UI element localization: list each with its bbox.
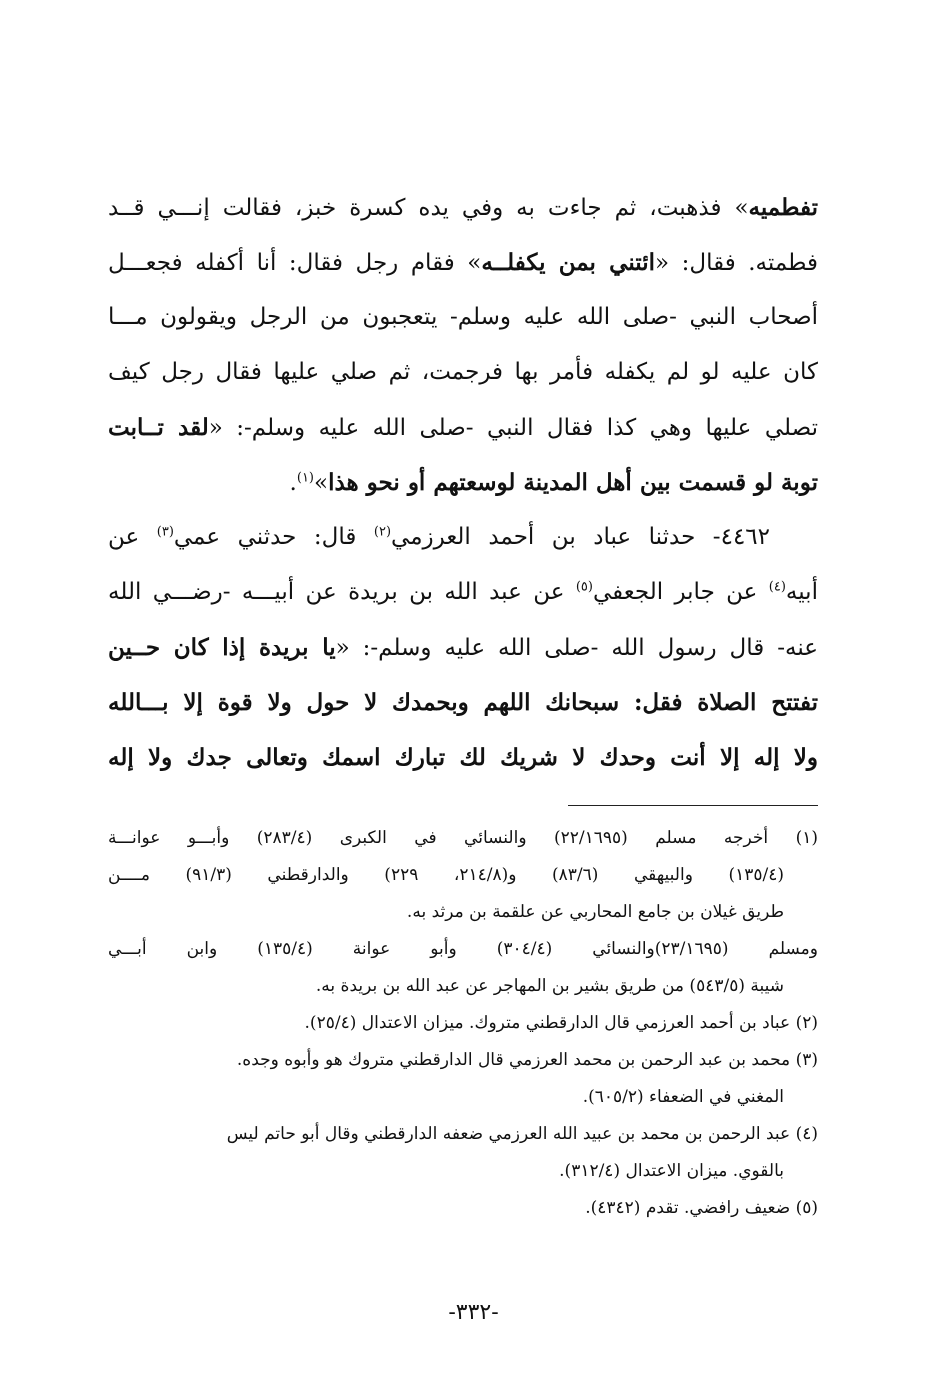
footnote-ref: (٢) [373,524,392,540]
footnote-ref: (٣) [156,524,174,540]
footnote-marker: (٥) [795,1198,818,1218]
footnote-marker: (٣) [795,1050,818,1070]
footnote-line: (٣) محمد بن عبد الرحمن بن محمد العرزمي قال الدارقطني متروك هو وأبوه وجده. [236,1050,818,1070]
footnote-marker: (٢) [795,1013,818,1033]
footnote-line: (١) أخرجه مسلم (٢٢/١٦٩٥) والنسائي في الكبرى (٢٨٣/٤) وأبـــو عوانـــة [108,828,818,848]
text-line: أصحاب النبي -صلى الله عليه وسلم- يتعجبون من الرجل ويقولون مـــا [108,304,818,330]
footnote-divider [568,805,818,806]
footnote-line: (١٣٥/٤) والبيهقي (٨٣/٦) و(٢١٤/٨، ٢٢٩) والدارقطني (٩١/٣) مــــن [108,865,784,885]
footnote-marker: (٤) [795,1124,818,1144]
hadith-line: أبيه$^{(٤)}$ عن جابر الجعفي$^{(٥)}$ عن عبد الله بن بريدة عن أبيـــه -رضـــي الله [108,579,818,605]
text-line: كان عليه لو لم يكفله فأمر بها فرجمت، ثم صلي عليها فقال رجل كيف [108,359,818,385]
footnote-line: بالقوي. ميزان الاعتدال (٣١٢/٤). [559,1161,784,1181]
footnote-line: (٥) ضعيف رافضي. تقدم (٤٣٤٢). [585,1198,818,1218]
footnote-ref: (١) [296,470,314,486]
hadith-number: ٤٤٦٢ [720,524,771,550]
quote-bold: تفتتح الصلاة فقل: سبحانك اللهم وبحمدك لا حول ولا قوة إلا بـــالله [108,689,818,716]
text-line: تفطميه» فذهبت، ثم جاءت به وفي يده كسرة خبز، فقالت إنـــي قــد [108,194,818,221]
quote-bold: توبة لو قسمت بين أهل المدينة لوسعتهم أو نحو هذا [328,469,818,496]
footnote-marker: (١) [795,828,818,848]
quote-bold: يا بريدة إذا كان حــين [108,634,336,661]
text-line: فطمته. فقال: «ائتني بمن يكفلــه» فقام رجل فقال: أنا أكفله فجعـــل [108,249,818,276]
hadith-line [108,730,818,785]
footnote-line: ومسلم (٢٣/١٦٩٥)والنسائي (٣٠٤/٤) وأبو عوانة (١٣٥/٤) وابن أبـــي [108,939,818,959]
footnote-line: شيبة (٥٤٣/٥) من طريق بشير بن المهاجر عن عبد الله بن بريدة به. [315,976,784,996]
quote-bold: تفطميه [748,194,818,221]
footnote-ref: (٥) [575,579,593,595]
text-line: تصلي عليها وهي كذا فقال النبي -صلى الله عليه وسلم-: «لقد تــابت [108,414,818,441]
text-line: توبة لو قسمت بين أهل المدينة لوسعتهم أو نحو هذا»$^{(١)}$. [289,469,818,496]
hadith-line [108,675,818,730]
footnote-ref: (٤) [768,579,786,595]
footnote-line: المغني في الضعفاء (٦٠٥/٢). [582,1087,784,1107]
footnote-line: طريق غيلان بن جامع المحاربي عن علقمة بن مرثد به. [406,902,784,922]
quote-bold: لقد تــابت [108,414,209,441]
hadith-line: ٤٤٦٢- حدثنا عباد بن أحمد العرزمي$^{(٢)}$ قال: حدثني عمي$^{(٣)}$ عن [108,524,771,550]
main-text [108,180,818,785]
quote-bold: ائتني بمن يكفلــه [481,249,655,276]
footnotes [108,820,818,1227]
hadith-line: عنه- قال رسول الله -صلى الله عليه وسلم-: «يا بريدة إذا كان حــين [108,634,818,661]
book-page [108,180,818,1227]
quote-bold: ولا إله إلا أنت وحدك لا شريك لك تبارك اسمك وتعالى جدك ولا إله [108,744,818,771]
page-number: -٣٣٢- [448,1300,499,1325]
footnote-line: (٢) عباد بن أحمد العرزمي قال الدارقطني متروك. ميزان الاعتدال (٢٥/٤). [304,1013,818,1033]
footnote-line: (٤) عبد الرحمن بن محمد بن عبيد الله العرزمي ضعفه الدارقطني وقال أبو حاتم ليس [226,1124,818,1144]
